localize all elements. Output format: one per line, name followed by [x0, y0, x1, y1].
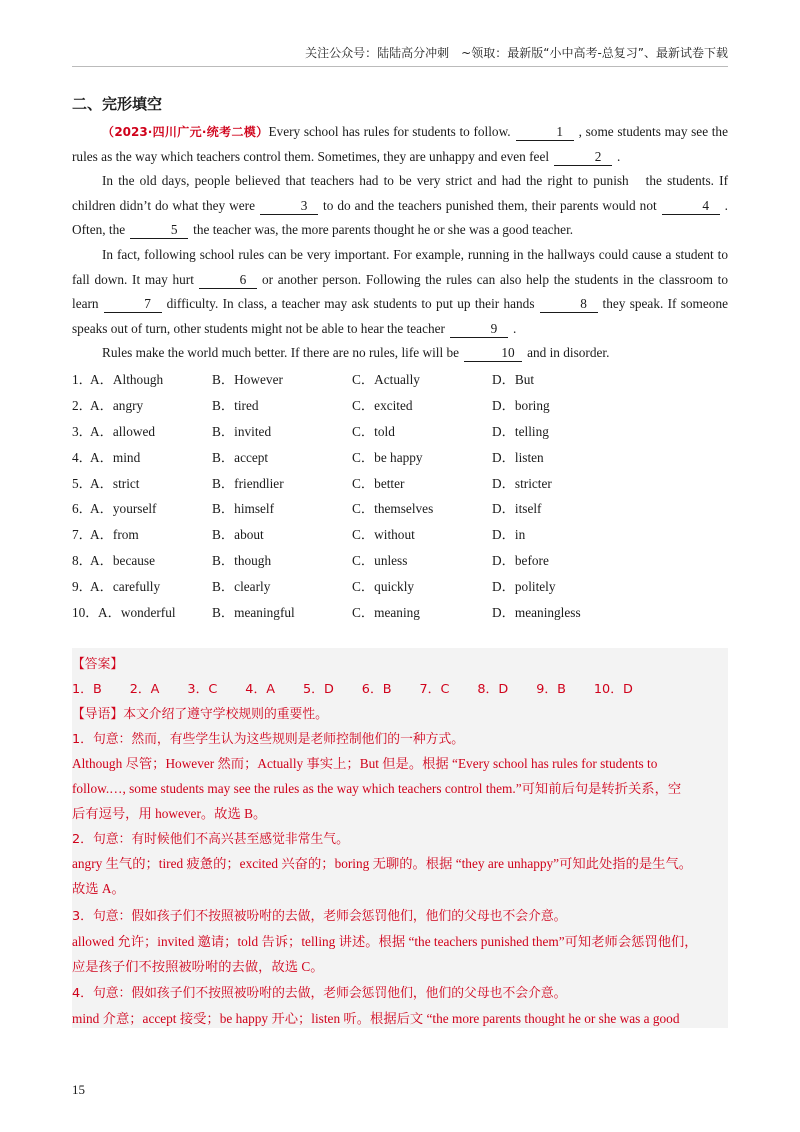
option-row: 1． A．Although B．However C．Actually D．But	[72, 366, 728, 392]
option-row: 8． A．because B．though C．unless D．before	[72, 547, 728, 573]
option-b: B．clearly	[212, 578, 271, 594]
blank-2: 2	[554, 149, 612, 166]
option-d: D．listen	[492, 449, 544, 465]
option-c: C．be happy	[352, 449, 423, 465]
answer-options	[72, 366, 728, 624]
guide-text: 【导语】本文介绍了遵守学校规则的重要性。	[72, 707, 328, 722]
option-b: B．accept	[212, 449, 269, 465]
option-c: C．quickly	[352, 578, 415, 594]
option-a: A．strict	[90, 475, 140, 491]
blank-7: 7	[104, 296, 162, 313]
option-b: B．about	[212, 527, 264, 543]
option-b: B．meaningful	[212, 604, 295, 620]
answer-key-list	[72, 678, 661, 697]
option-d: D．before	[492, 552, 549, 568]
answer-key: 10．D	[593, 682, 633, 697]
option-d: D．itself	[492, 501, 542, 517]
passage-paragraph-3: In fact, following school rules can be very important. For example, running in the hallways could cause a student to fall down. It may hurt 6 or another person. Following the rules can also help the students in the classroom to learn 7 difficulty. In class, a teacher may ask students to put up their hands 8 they speak. If someone speaks out of turn, other students might not be able to hear the teacher 9 .	[72, 246, 729, 336]
option-row: 3． A．allowed B．invited C．told D．telling	[72, 418, 728, 444]
blank-4: 4	[662, 198, 720, 215]
option-a: A．allowed	[90, 423, 155, 439]
option-a: A．yourself	[90, 501, 157, 517]
answer-label: 【答案】	[72, 657, 124, 672]
option-d: D．boring	[492, 398, 550, 414]
option-c: C．themselves	[352, 501, 434, 517]
q1-explanation: follow.…, some students may see the rules as the way which teachers control them.”可知前后句是转折关系，空	[72, 781, 682, 796]
option-a: A．from	[90, 527, 139, 543]
option-row: 4． A．mind B．accept C．be happy D．listen	[72, 443, 728, 469]
option-row: 10． A．wonderful B．meaningful C．meaning D．meaningless	[72, 598, 728, 624]
option-b: B．friendlier	[212, 475, 284, 491]
q4-meaning: 4．句意：假如孩子们不按照被吩咐的去做，老师会惩罚他们，他们的父母也不会介意。	[72, 986, 567, 1001]
option-b: B．However	[212, 372, 283, 388]
blank-9: 9	[450, 321, 508, 338]
answer-key: 6．B	[361, 682, 392, 697]
option-c: C．excited	[352, 398, 413, 414]
answer-key: 8．D	[477, 682, 509, 697]
passage-paragraph-2: In the old days, people believed that teachers had to be very strict and had the right to punish the students. If children didn’t do what they were 3 to do and the teachers punished them, their parents would not 4 . Often, the 5 the teacher was, the more parents thought he or she was a good teacher.	[72, 173, 728, 238]
cloze-passage	[72, 120, 728, 366]
option-c: C．told	[352, 423, 395, 439]
option-d: D．politely	[492, 578, 556, 594]
blank-3: 3	[260, 198, 318, 215]
option-d: D．meaningless	[492, 604, 581, 620]
section-title: 二、完形填空	[72, 95, 163, 113]
option-c: C．better	[352, 475, 405, 491]
option-row: 6． A．yourself B．himself C．themselves D．itself	[72, 495, 728, 521]
option-c: C．unless	[352, 552, 408, 568]
page-number: 15	[72, 1082, 85, 1097]
q2-meaning: 2．句意：有时候他们不高兴甚至感觉非常生气。	[72, 832, 349, 847]
blank-5: 5	[130, 222, 188, 239]
q1-explanation: Although 尽管；However 然而；Actually 事实上；But 但是。根据 “Every school has rules for students to	[72, 756, 658, 771]
option-b: B．himself	[212, 501, 275, 517]
option-row: 2． A．angry B．tired C．excited D．boring	[72, 392, 728, 418]
answer-key: 1．B	[72, 682, 102, 697]
blank-6: 6	[199, 272, 257, 289]
blank-8: 8	[540, 296, 598, 313]
answer-key: 7．C	[419, 682, 450, 697]
option-b: B．invited	[212, 423, 272, 439]
option-c: C．Actually	[352, 372, 420, 388]
q3-explanation: 应是孩子们不按照被吩咐的去做，故选 C。	[72, 959, 324, 974]
option-a: A．Although	[90, 372, 164, 388]
q4-explanation: mind 介意；accept 接受；be happy 开心；listen 听。根据后文 “the more parents thought he or she was a good	[72, 1011, 680, 1026]
option-row: 9． A．carefully B．clearly C．quickly D．politely	[72, 572, 728, 598]
blank-10: 10	[464, 345, 522, 362]
q3-explanation: allowed 允许；invited 邀请；told 告诉；telling 讲述。根据 “the teachers punished them”可知老师会惩罚他们，	[72, 934, 698, 949]
q2-explanation: 故选 A。	[72, 881, 125, 896]
answer-key: 5．D	[303, 682, 334, 697]
question-source: （2023·四川广元·统考二模）	[102, 125, 269, 139]
option-a: A．angry	[90, 398, 144, 414]
page-header: 关注公众号：陆陆高分冲刺 ~领取：最新版“小中高考-总复习”、最新试卷下载	[305, 46, 728, 60]
q1-explanation: 后有逗号，用 however。故选 B。	[72, 806, 267, 821]
option-b: B．tired	[212, 398, 259, 414]
passage-paragraph-4: Rules make the world much better. If there are no rules, life will be 10 and in disorder.	[102, 345, 610, 361]
option-d: D．But	[492, 372, 535, 388]
answer-key: 2．A	[129, 682, 160, 697]
answer-key: 4．A	[245, 682, 275, 697]
blank-1: 1	[516, 124, 574, 141]
passage-paragraph-1: （2023·四川广元·统考二模）Every school has rules for students to follow. 1 , some students may see the rules as the way which teachers control them. Sometimes, they are unhappy and even feel 2 .	[72, 124, 728, 164]
option-a: A．mind	[90, 449, 141, 465]
answer-key: 3．C	[187, 682, 218, 697]
option-row: 5． A．strict B．friendlier C．better D．stricter	[72, 469, 728, 495]
option-c: C．without	[352, 527, 415, 543]
answer-explanation-box	[72, 648, 728, 1028]
q3-meaning: 3．句意：假如孩子们不按照被吩咐的去做，老师会惩罚他们，他们的父母也不会介意。	[72, 909, 567, 924]
option-a: A．because	[90, 552, 155, 568]
option-c: C．meaning	[352, 604, 420, 620]
option-d: D．stricter	[492, 475, 552, 491]
option-d: D．telling	[492, 423, 549, 439]
q1-meaning: 1．句意：然而，有些学生认为这些规则是老师控制他们的一种方式。	[72, 732, 465, 747]
option-row: 7． A．from B．about C．without D．in	[72, 521, 728, 547]
option-a: A．wonderful	[98, 604, 176, 620]
option-a: A．carefully	[90, 578, 161, 594]
answer-key: 9．B	[536, 682, 566, 697]
option-d: D．in	[492, 527, 526, 543]
q2-explanation: angry 生气的；tired 疲惫的；excited 兴奋的；boring 无聊的。根据 “they are unhappy”可知此处指的是生气。	[72, 856, 693, 871]
option-b: B．though	[212, 552, 272, 568]
header-divider	[72, 66, 728, 67]
